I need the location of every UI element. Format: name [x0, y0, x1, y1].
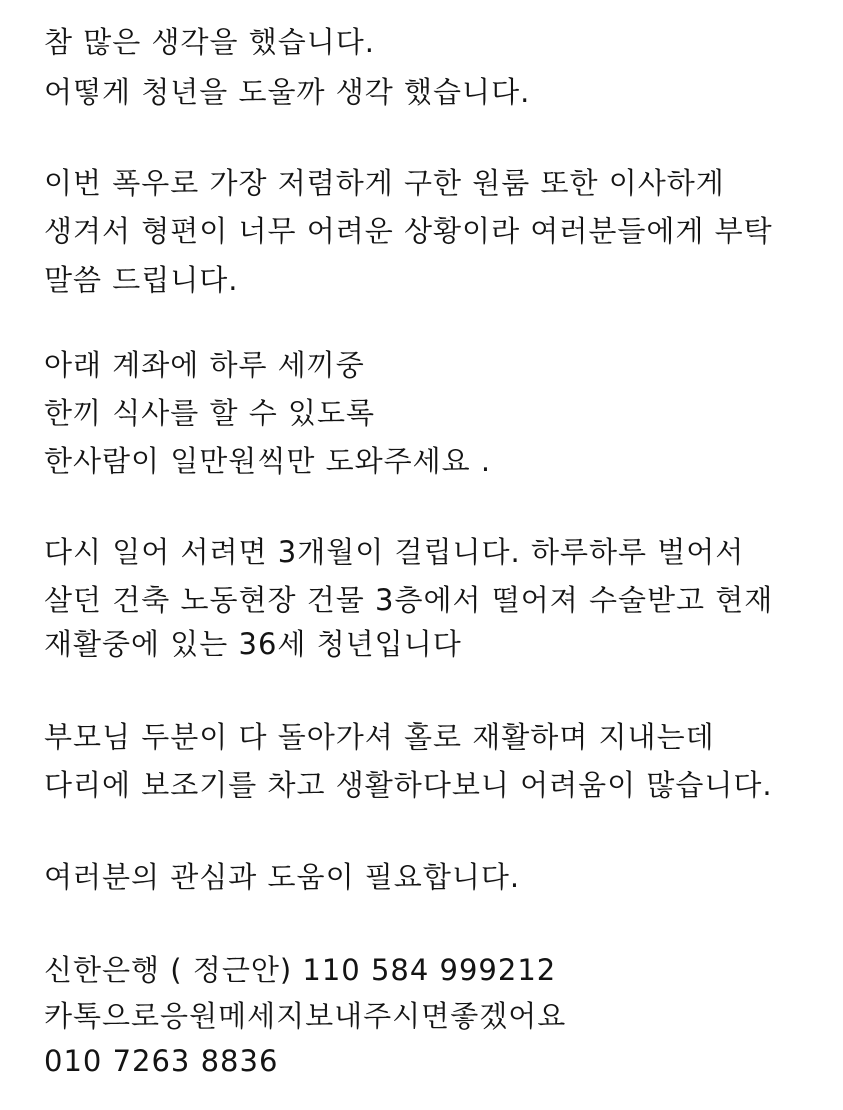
text-line: 다시 일어 서려면 3개월이 걸립니다. 하루하루 벌어서	[44, 535, 745, 569]
phone-number-line: 010 7263 8836	[44, 1044, 279, 1078]
text-line: 이번 폭우로 가장 저렴하게 구한 원룸 또한 이사하게	[44, 166, 725, 200]
text-line: 여러분의 관심과 도움이 필요합니다.	[44, 860, 521, 894]
text-line: 다리에 보조기를 차고 생활하다보니 어려움이 많습니다.	[44, 768, 773, 802]
text-line: 아래 계좌에 하루 세끼중	[44, 348, 365, 382]
text-line: 부모님 두분이 다 돌아가셔 홀로 재활하며 지내는데	[44, 720, 715, 754]
text-line: 재활중에 있는 36세 청년입니다	[44, 627, 462, 661]
bank-account-line: 신한은행 ( 정근안) 110 584 999212	[44, 953, 557, 987]
text-line: 말씀 드립니다.	[44, 263, 239, 297]
text-line: 한끼 식사를 할 수 있도록	[44, 396, 376, 430]
text-line: 살던 건축 노동현장 건물 3층에서 떨어져 수술받고 현재	[44, 583, 774, 617]
text-line: 생겨서 형편이 너무 어려운 상황이라 여러분들에게 부탁	[44, 214, 773, 248]
text-line: 참 많은 생각을 했습니다.	[44, 25, 376, 59]
text-line: 한사람이 일만원씩만 도와주세요 .	[44, 444, 492, 478]
text-line: 카톡으로응원메세지보내주시면좋겠어요	[44, 999, 567, 1033]
text-line: 어떻게 청년을 도울까 생각 했습니다.	[44, 75, 531, 109]
